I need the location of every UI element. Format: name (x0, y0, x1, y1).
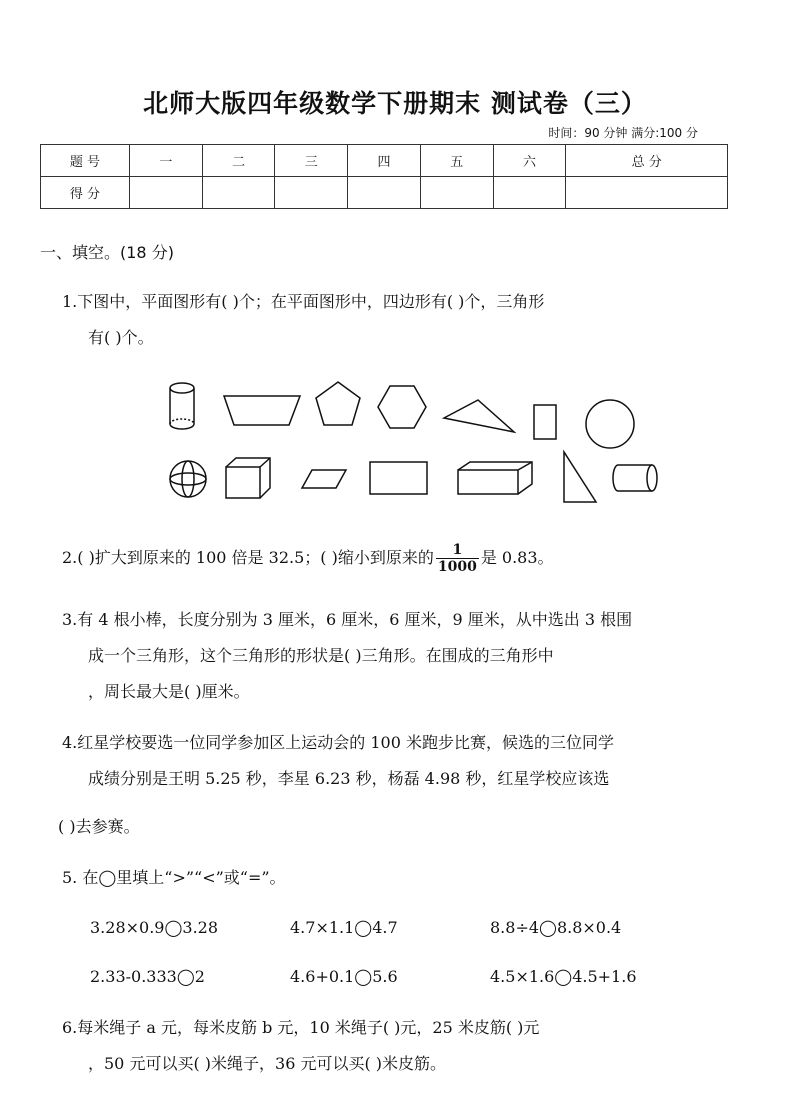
q4-line: 成绩分别是王明 5.25 秒，李星 6.23 秒，杨磊 4.98 秒，红星学校应该选 (88, 769, 610, 788)
page-title: 北师大版四年级数学下册期末 测试卷（三） (143, 89, 647, 118)
cylinder-shape (170, 383, 194, 429)
q2-text: 是 0.83。 (480, 548, 554, 567)
circle-shape (586, 400, 634, 448)
fraction (436, 542, 479, 575)
score-cell[interactable] (275, 177, 348, 209)
cuboid-shape (458, 462, 532, 494)
small-rectangle-shape (534, 405, 556, 439)
comparison-item: 4.5×1.6◯4.5+1.6 (490, 967, 637, 986)
score-header-cell: 四 (348, 145, 421, 177)
score-cell[interactable] (348, 177, 421, 209)
question-3 (62, 602, 762, 710)
comparison-item: 4.7×1.1◯4.7 (290, 918, 398, 937)
q6-line: ，50 元可以买( )米绳子，36 元可以买( )米皮筋。 (88, 1054, 447, 1073)
comparison-item: 4.6+0.1◯5.6 (290, 967, 398, 986)
score-cell[interactable] (202, 177, 275, 209)
q1-line: 有( )个。 (88, 328, 154, 347)
horizontal-cylinder-shape (613, 465, 657, 491)
fraction-denominator: 1000 (437, 559, 477, 575)
score-table-header-row (41, 145, 728, 177)
right-triangle-shape (564, 452, 596, 502)
score-row-label: 得 分 (41, 177, 130, 209)
comparison-item: 3.28×0.9◯3.28 (90, 918, 219, 937)
q5-instruction: 5. 在◯里填上“>”“<”或“=”。 (62, 868, 286, 887)
question-1 (62, 284, 762, 356)
shape-figure (0, 370, 790, 510)
q4-line: 4.红星学校要选一位同学参加区上运动会的 100 米跑步比赛，候选的三位同学 (62, 733, 614, 752)
question-4 (58, 725, 762, 845)
score-header-cell: 六 (493, 145, 566, 177)
score-header-cell: 二 (202, 145, 275, 177)
score-table-score-row (41, 177, 728, 209)
q3-line: ，周长最大是( )厘米。 (88, 682, 250, 701)
pentagon-shape (316, 382, 360, 425)
score-header-cell: 五 (420, 145, 493, 177)
question-6 (62, 1010, 762, 1082)
exam-info: 时间：90 分钟 满分:100 分 (548, 126, 698, 140)
hexagon-shape (378, 386, 426, 428)
cube-shape (226, 458, 270, 498)
question-2 (62, 540, 762, 576)
q6-line: 6.每米绳子 a 元，每米皮筋 b 元，10 米绳子( )元，25 米皮筋( )元 (62, 1018, 540, 1037)
score-cell[interactable] (566, 177, 728, 209)
trapezoid-shape (224, 396, 300, 425)
score-cell[interactable] (130, 177, 203, 209)
q4-line: ( )去参赛。 (58, 817, 140, 836)
q1-line: 1.下图中，平面图形有( )个；在平面图形中，四边形有( )个，三角形 (62, 292, 545, 311)
question-5 (62, 860, 762, 896)
score-header-cell: 总 分 (566, 145, 728, 177)
rectangle-shape (370, 462, 427, 494)
score-cell[interactable] (493, 177, 566, 209)
q3-line: 成一个三角形，这个三角形的形状是( )三角形。在围成的三角形中 (88, 646, 554, 665)
q2-text: 2.( )扩大到原来的 100 倍是 32.5；( )缩小到原来的 (62, 548, 434, 567)
score-cell[interactable] (420, 177, 493, 209)
comparison-item: 8.8÷4◯8.8×0.4 (490, 918, 622, 937)
score-table (40, 144, 728, 209)
score-header-cell: 一 (130, 145, 203, 177)
section-heading: 一、填空。(18 分) (40, 243, 174, 262)
fraction-numerator: 1 (436, 542, 479, 559)
sphere-shape (170, 461, 206, 497)
comparison-item: 2.33-0.333◯2 (90, 967, 205, 986)
score-header-cell: 三 (275, 145, 348, 177)
parallelogram-shape (302, 470, 346, 488)
triangle-shape (444, 400, 514, 432)
score-header-cell: 题 号 (41, 145, 130, 177)
q3-line: 3.有 4 根小棒，长度分别为 3 厘米，6 厘米，6 厘米，9 厘米，从中选出 3 根围 (62, 610, 633, 629)
